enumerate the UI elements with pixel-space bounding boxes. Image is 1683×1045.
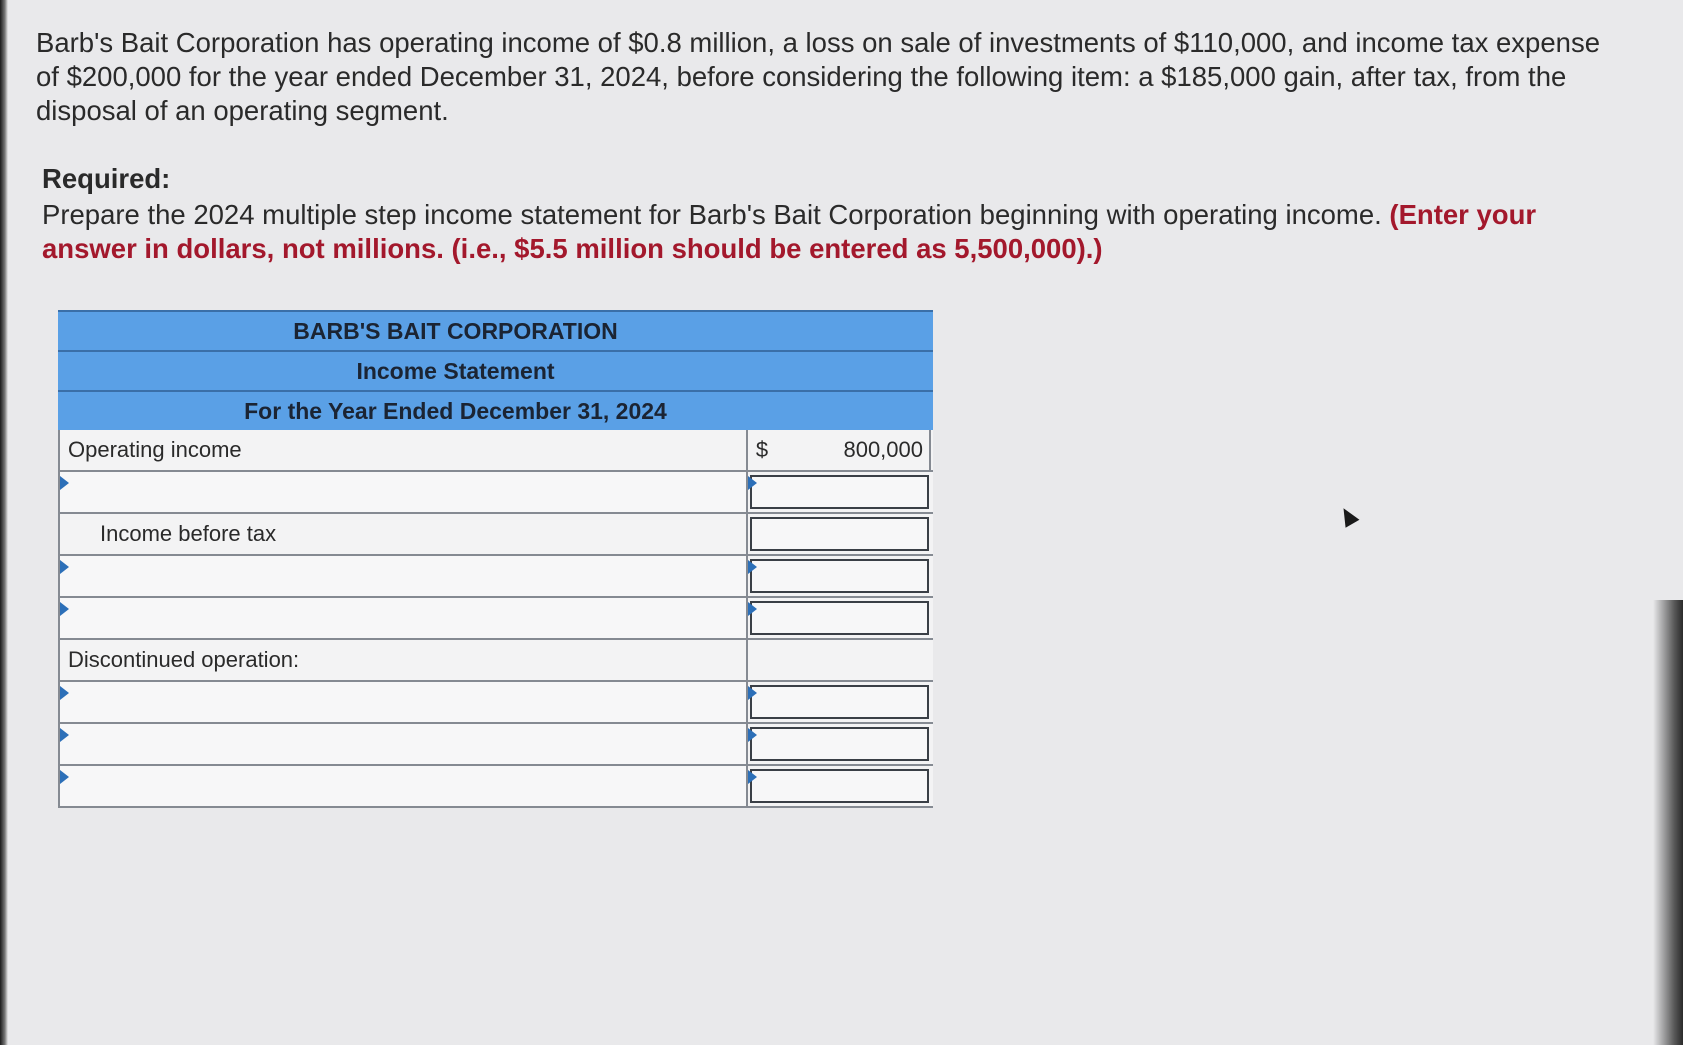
statement-input-row [58, 682, 933, 724]
amount-input[interactable] [750, 685, 929, 719]
amount-input-cell [748, 724, 933, 764]
company-name-header: BARB'S BAIT CORPORATION [58, 310, 933, 350]
amount-input[interactable] [750, 769, 929, 803]
statement-input-row [58, 766, 933, 808]
amount-input-cell [748, 766, 933, 806]
statement-input-row [58, 556, 933, 598]
statement-input-row [58, 598, 933, 640]
line-item-dropdown[interactable] [58, 598, 748, 638]
amount-input-cell [748, 514, 933, 554]
amount-input[interactable] [750, 517, 929, 551]
income-before-tax-row [58, 514, 933, 556]
amount-input-cell [748, 472, 933, 512]
amount-input-cell [748, 598, 933, 638]
question-text: Barb's Bait Corporation has operating income of $0.8 million, a loss on sale of investments of $110,000, and income tax expense of $200,000 for the year ended December 31, 2024, before considering the following item: a $185,000 gain, after tax, from the disposal of an operating segment. [36, 27, 1600, 126]
line-item-dropdown[interactable] [58, 724, 748, 764]
required-heading: Required: [42, 163, 171, 194]
amount-input[interactable] [750, 475, 929, 509]
income-statement-table [58, 310, 933, 808]
mouse-pointer-icon [1337, 504, 1360, 528]
operating-income-label: Operating income [58, 430, 748, 470]
amount-input-cell [748, 682, 933, 722]
amount-input[interactable] [750, 601, 929, 635]
income-before-tax-label: Income before tax [58, 514, 748, 554]
discontinued-operation-row [58, 640, 933, 682]
operating-income-row [58, 430, 933, 472]
statement-input-row [58, 724, 933, 766]
amount-input[interactable] [750, 559, 929, 593]
currency-symbol: $ [755, 437, 769, 462]
amount-input[interactable] [750, 727, 929, 761]
statement-period-header: For the Year Ended December 31, 2024 [58, 390, 933, 430]
line-item-dropdown[interactable] [58, 472, 748, 512]
required-emphasis-text: (Enter your answer in dollars, not millions. (i.e., $5.5 million should be entered as 5,500,000).) [42, 199, 1537, 264]
screen-bezel-right [1653, 600, 1683, 1045]
required-instructions [42, 198, 1622, 266]
amount-input-cell [748, 556, 933, 596]
line-item-dropdown[interactable] [58, 766, 748, 806]
amount-blank-cell [748, 640, 933, 680]
required-instruction-text: Prepare the 2024 multiple step income statement for Barb's Bait Corporation beginning with operating income. [42, 199, 1382, 230]
line-item-dropdown[interactable] [58, 556, 748, 596]
line-item-dropdown[interactable] [58, 682, 748, 722]
statement-input-row [58, 472, 933, 514]
screen-bezel-left [0, 0, 8, 1045]
operating-income-amount: 800,000 [776, 430, 931, 470]
statement-title-header: Income Statement [58, 350, 933, 390]
discontinued-operation-label: Discontinued operation: [58, 640, 748, 680]
